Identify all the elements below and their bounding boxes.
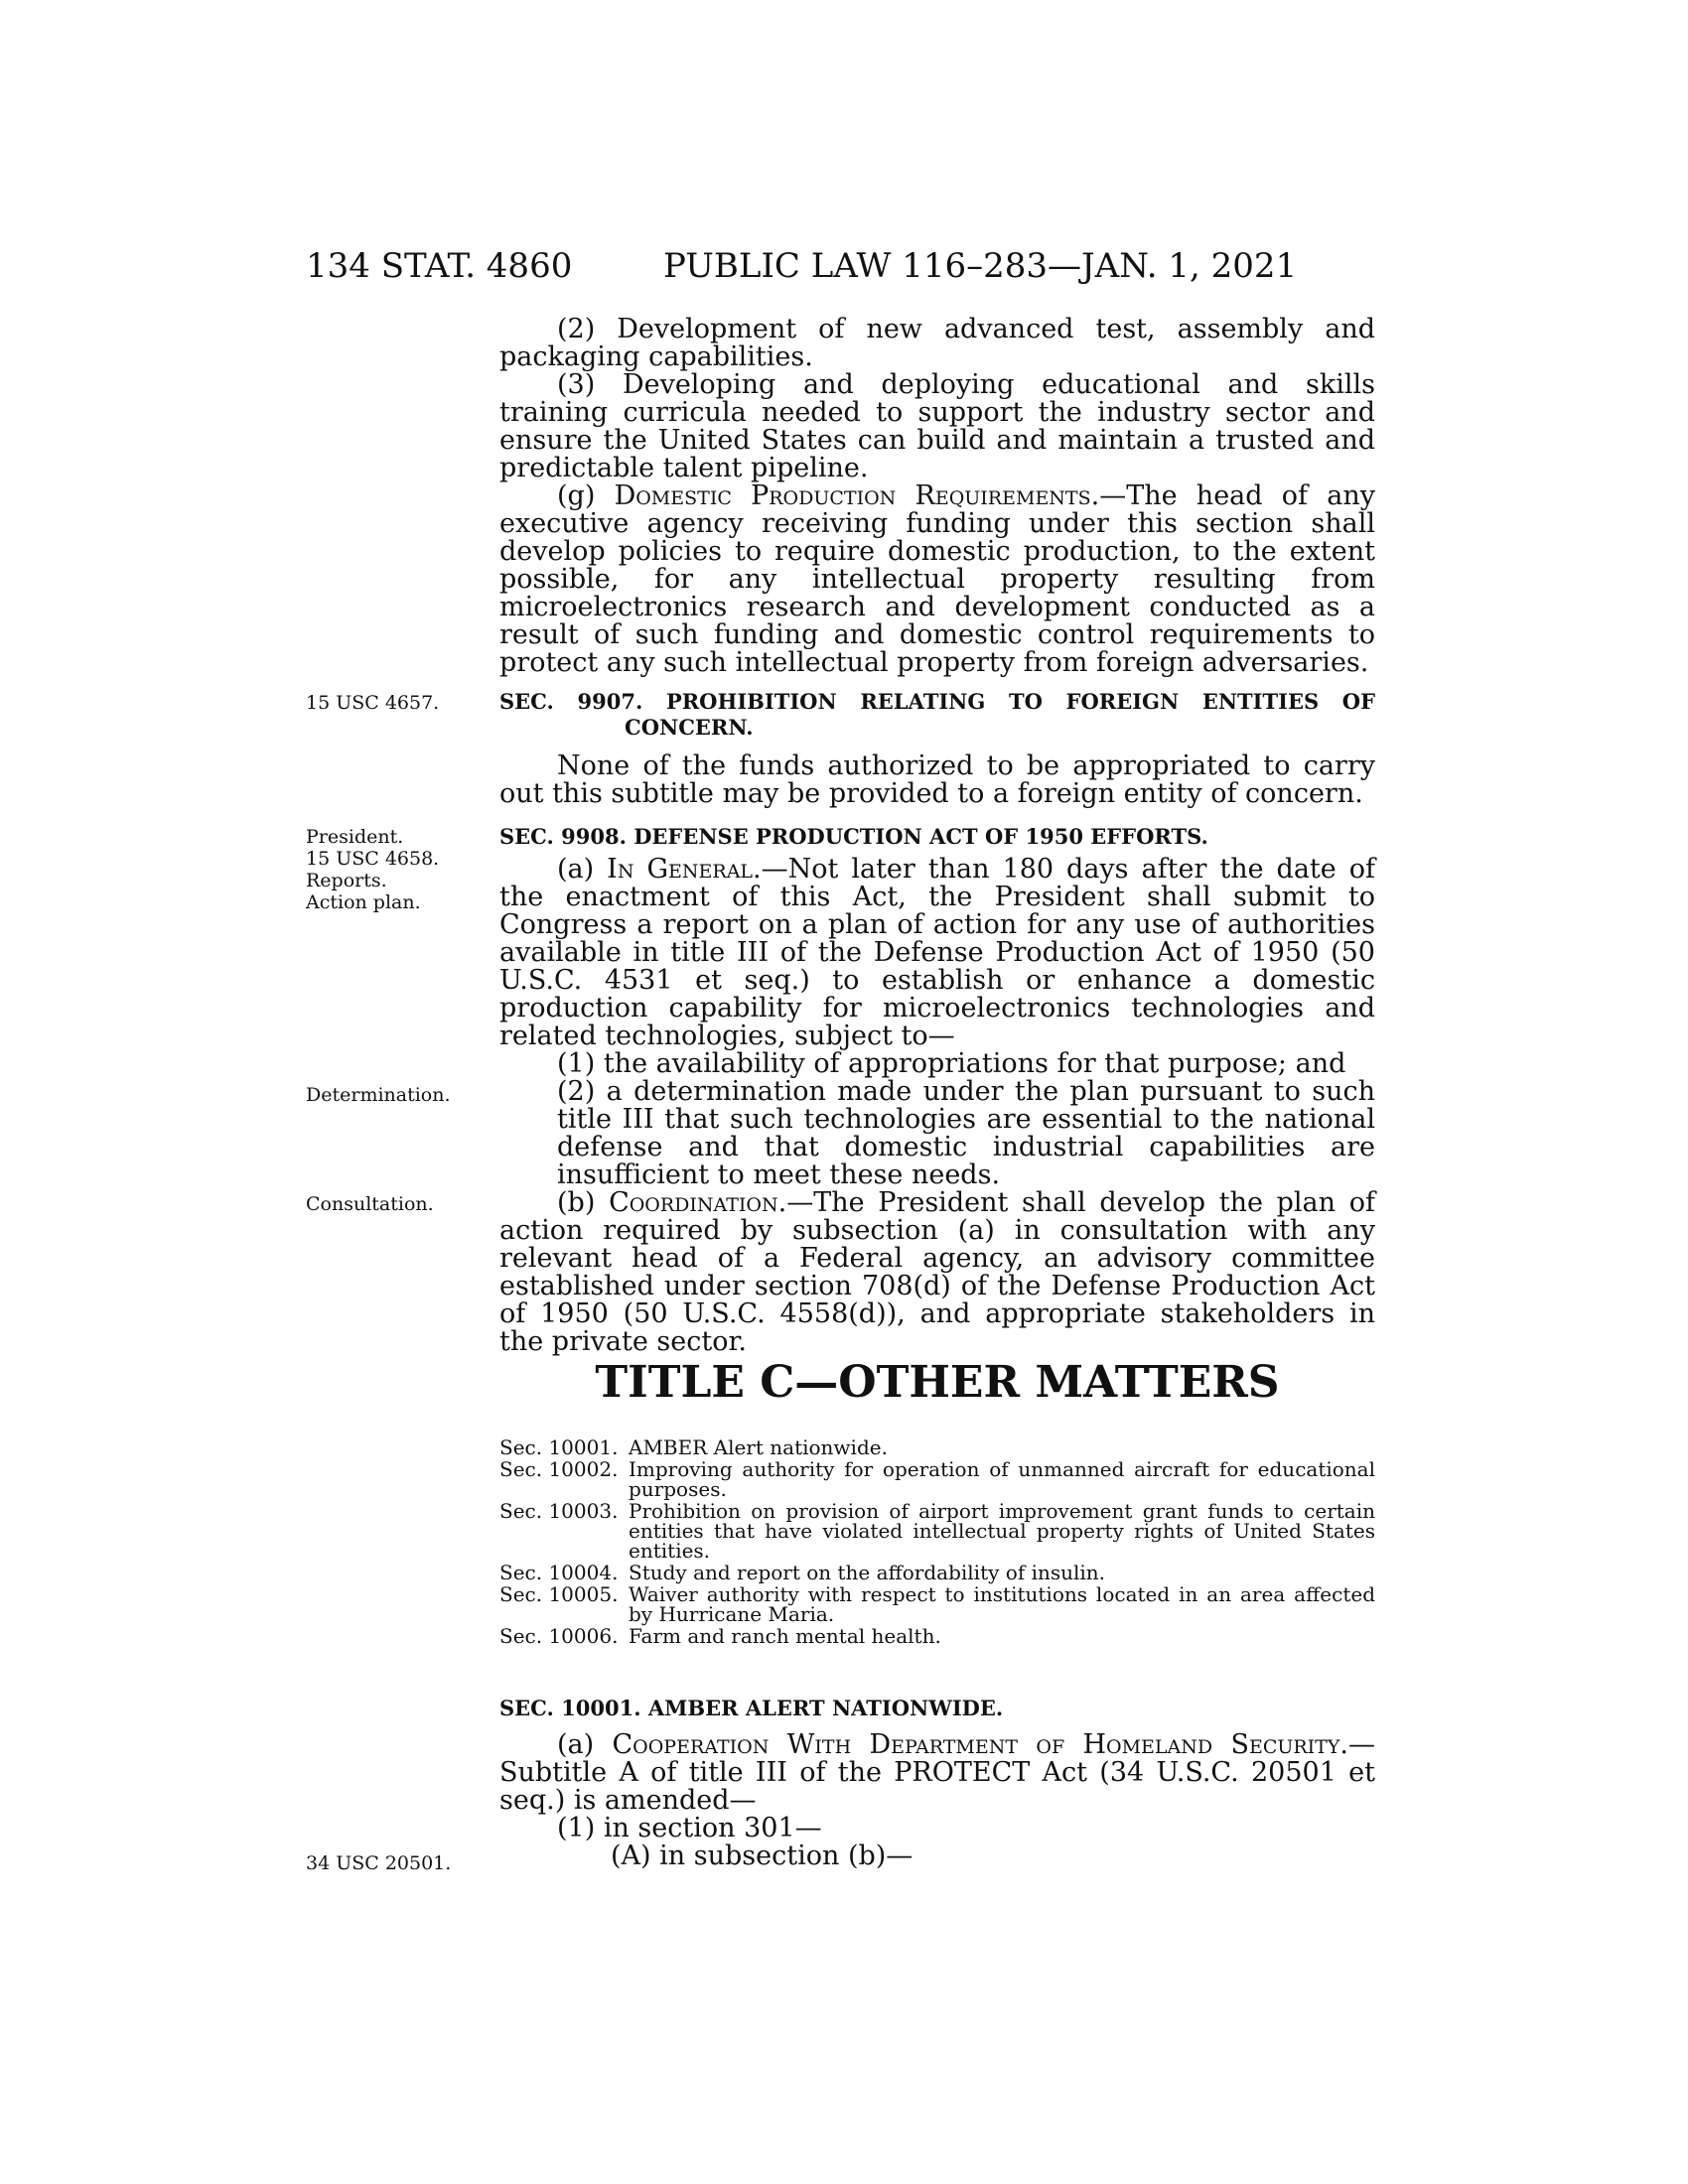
subsection-g: (g) Domestic Production Requirements.—The head of any executive agency receiving funding under this section shall develop policies to require domestic production, to the extent possible, for any intellectual property resulting from microelectronics research and development conducted as a result of such funding and domestic control requirements to protect any such intellectual property from foreign adversaries.: [499, 480, 1375, 678]
section-9908: [499, 824, 1375, 1356]
paragraph-subsection-b: (A) in subsection (b)—: [611, 1841, 914, 1871]
subsection-b-heading: Coordination: [609, 1187, 778, 1218]
paragraph-2: (2) Development of new advanced test, assembly and packaging capabilities.: [499, 314, 1375, 372]
toc-text: Improving authority for operation of unmanned aircraft for educational purposes.: [629, 1457, 1375, 1501]
section-10001-subsection-a-heading: Cooperation With Department of Homeland Security: [612, 1729, 1340, 1760]
toc-text: Study and report on the affordability of insulin.: [629, 1561, 1106, 1584]
subsection-a: (a) In General.—Not later than 180 days after the date of the enactment of this Act, the President shall submit to Congress a report on a plan of action for any use of authorities available in title III of the Defense Production Act of 1950 (50 U.S.C. 4531 et seq.) to establish or enhance a domestic production capability for microelectronics technologies and related technologies, subject to—: [499, 854, 1375, 1051]
margin-note-action-plan: Action plan.: [306, 891, 421, 913]
margin-note-president: President.: [306, 826, 404, 848]
paragraph-a2: (2) a determination made under the plan pursuant to such title III that such technologies are essential to the national defense and that domestic industrial capabilities are insufficient to meet these needs.: [557, 1076, 1375, 1190]
paragraph-3: (3) Developing and deploying educational and skills training curricula needed to support the industry sector and ensure the United States can build and maintain a trusted and predictable talent pipeline.: [499, 369, 1375, 483]
toc-number: Sec. 10004.: [499, 1561, 619, 1584]
page-header-title: PUBLIC LAW 116–283—JAN. 1, 2021: [663, 246, 1298, 286]
toc-item: [499, 1584, 1375, 1624]
paragraph-section-301: (1) in section 301—: [557, 1813, 822, 1843]
page-stat-number: 134 STAT. 4860: [306, 246, 573, 286]
subsection-g-heading: Domestic Production Requirements: [614, 480, 1091, 511]
section-9907: [499, 689, 1375, 808]
subsection-a-heading: In General: [607, 854, 754, 885]
toc-number: Sec. 10005.: [499, 1582, 619, 1606]
margin-note-reports: Reports.: [306, 870, 387, 891]
toc-text: Waiver authority with respect to institutions located in an area affected by Hurricane Maria.: [629, 1582, 1375, 1626]
toc-number: Sec. 10002.: [499, 1457, 619, 1481]
toc-item: [499, 1437, 1375, 1457]
paragraph-a1: (1) the availability of appropriations for that purpose; and: [557, 1048, 1346, 1079]
margin-note-15-usc-4658: 15 USC 4658.: [306, 848, 440, 870]
title-c-heading: TITLE C—OTHER MATTERS: [595, 1357, 1280, 1408]
section-10001-heading: SEC. 10001. AMBER ALERT NATIONWIDE.: [499, 1696, 1004, 1720]
subsection-b: (b) Coordination.—The President shall develop the plan of action required by subsection (a) in consultation with any relevant head of a Federal agency, an advisory committee established under section 708(d) of the Defense Production Act of 1950 (50 U.S.C. 4558(d)), and appropriate stakeholders in the private sector.: [499, 1187, 1375, 1357]
toc-text: Farm and ranch mental health.: [629, 1624, 941, 1648]
section-10001-subsection-a: (a) Cooperation With Department of Homeland Security.—Subtitle A of title III of the PROTECT Act (34 U.S.C. 20501 et seq.) is amended—: [499, 1729, 1375, 1816]
margin-note-34-usc-20501: 34 USC 20501.: [306, 1852, 452, 1874]
top-text-block: [499, 316, 1375, 677]
section-9908-heading: SEC. 9908. DEFENSE PRODUCTION ACT OF 1950 EFFORTS.: [499, 824, 1208, 849]
section-10001: [499, 1696, 1375, 1870]
margin-note-consultation: Consultation.: [306, 1193, 434, 1215]
margin-note-determination: Determination.: [306, 1084, 451, 1106]
toc-item: [499, 1626, 1375, 1646]
toc-number: Sec. 10003.: [499, 1499, 619, 1523]
toc-text: Prohibition on provision of airport improvement grant funds to certain entities that have violated intellectual property rights of United States entities.: [629, 1499, 1375, 1563]
toc-item: [499, 1501, 1375, 1561]
margin-note-15-usc-4657: 15 USC 4657.: [306, 692, 440, 714]
toc-number: Sec. 10006.: [499, 1624, 619, 1648]
toc-item: [499, 1563, 1375, 1582]
toc-text: AMBER Alert nationwide.: [629, 1435, 888, 1459]
toc-item: [499, 1459, 1375, 1499]
section-9907-heading: SEC. 9907. PROHIBITION RELATING TO FOREIGN ENTITIES OF CONCERN.: [499, 689, 1375, 740]
title-c-table-of-contents: [499, 1437, 1375, 1648]
toc-number: Sec. 10001.: [499, 1435, 619, 1459]
section-9907-text: None of the funds authorized to be appropriated to carry out this subtitle may be provided to a foreign entity of concern.: [499, 751, 1375, 809]
